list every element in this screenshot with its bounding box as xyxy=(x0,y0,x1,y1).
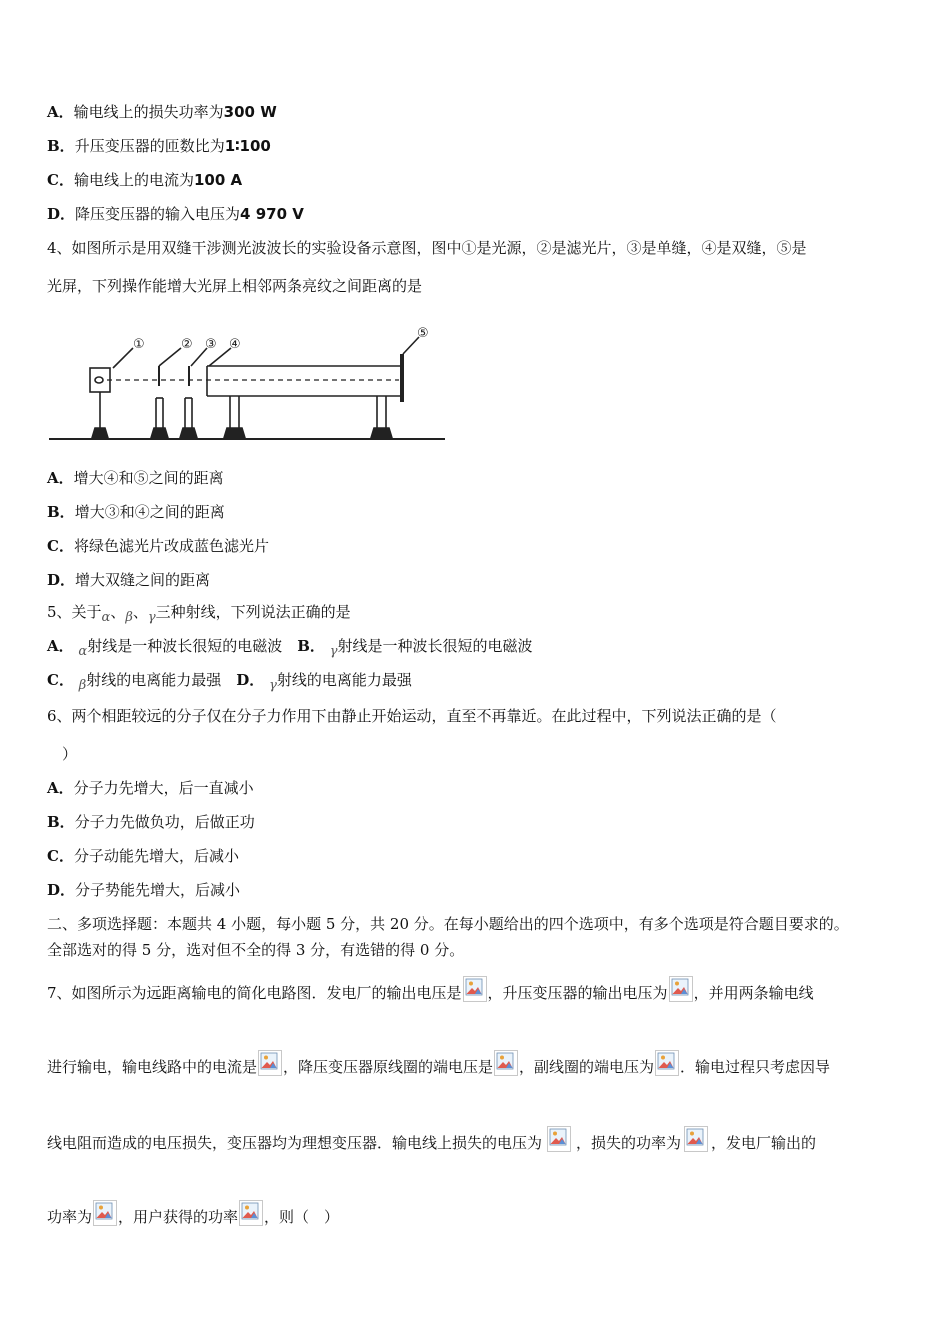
q6-option-a: A．分子力先增大，后一直减小 xyxy=(47,779,254,797)
q6-option-d: D．分子势能先增大，后减小 xyxy=(47,881,241,899)
double-slit-apparatus-diagram xyxy=(47,322,447,447)
label-5: ⑤ xyxy=(417,326,429,341)
q3-option-d: D．降压变压器的输入电压为4 970 V xyxy=(47,205,304,223)
q3-option-a: A．输电线上的损失功率为300 W xyxy=(47,103,277,121)
q4-option-a: A．增大④和⑤之间的距离 xyxy=(47,469,224,487)
q4-stem-line2: 光屏，下列操作能增大光屏上相邻两条亮纹之间距离的是 xyxy=(47,277,423,295)
broken-image-icon xyxy=(494,1050,518,1076)
q3-option-b: B．升压变压器的匝数比为1∶100 xyxy=(47,137,271,155)
section2-instructions-line2: 全部选对的得 5 分，选对但不全的得 3 分，有选错的得 0 分。 xyxy=(47,941,465,959)
broken-image-icon xyxy=(93,1200,117,1226)
broken-image-icon xyxy=(682,1126,710,1152)
q4-option-d: D．增大双缝之间的距离 xyxy=(47,571,211,589)
q5-options-cd: C． β射线的电离能力最强 D． γ射线的电离能力最强 xyxy=(47,671,412,693)
q4-stem-line1: 4、如图所示是用双缝干涉测光波波长的实验设备示意图，图中①是光源，②是滤光片，③是单缝，④是双缝，⑤是 xyxy=(47,239,807,257)
q3-option-c: C．输电线上的电流为100 A xyxy=(47,171,243,189)
broken-image-icon xyxy=(669,976,693,1002)
q6-stem-line1: 6、两个相距较远的分子仅在分子力作用下由静止开始运动，直至不再靠近。在此过程中，下列说法正确的是（ xyxy=(47,707,777,725)
q7-line2: 进行输电，输电线路中的电流是 ，降压变压器原线圈的端电压是 ，副线圈的端电压为 ．输电过程只考虑因导 xyxy=(47,1050,830,1077)
q7-line3: 线电阻而造成的电压损失，变压器均为理想变压器．输电线上损失的电压为 ，损失的功率为 ，发电厂输出的 xyxy=(47,1126,816,1153)
broken-image-icon xyxy=(463,976,487,1002)
q4-option-b: B．增大③和④之间的距离 xyxy=(47,503,225,521)
broken-image-icon xyxy=(239,1200,263,1226)
q6-stem-line2: ） xyxy=(62,745,78,763)
broken-image-icon xyxy=(258,1050,282,1076)
section2-instructions-line1: 二、多项选择题：本题共 4 小题，每小题 5 分，共 20 分。在每小题给出的四个选项中，有多个选项是符合题目要求的。 xyxy=(47,915,849,933)
q5-options-ab: A． α射线是一种波长很短的电磁波 B． γ射线是一种波长很短的电磁波 xyxy=(47,637,533,659)
label-3: ③ xyxy=(205,337,217,352)
bulb-icon xyxy=(95,377,103,383)
q6-option-c: C．分子动能先增大，后减小 xyxy=(47,847,239,865)
q7-line1: 7、如图所示为远距离输电的简化电路图．发电厂的输出电压是 ，升压变压器的输出电压为 ，并用两条输电线 xyxy=(47,976,814,1003)
label-1: ① xyxy=(133,337,145,352)
q7-line4: 功率为 ，用户获得的功率 ，则（ ） xyxy=(47,1200,339,1227)
label-2: ② xyxy=(181,337,193,352)
broken-image-icon xyxy=(655,1050,679,1076)
q4-option-c: C．将绿色滤光片改成蓝色滤光片 xyxy=(47,537,269,555)
label-4: ④ xyxy=(229,337,241,352)
q6-option-b: B．分子力先做负功，后做正功 xyxy=(47,813,255,831)
q5-stem: 5、关于α、β、γ三种射线，下列说法正确的是 xyxy=(47,603,351,625)
broken-image-icon xyxy=(543,1126,575,1152)
